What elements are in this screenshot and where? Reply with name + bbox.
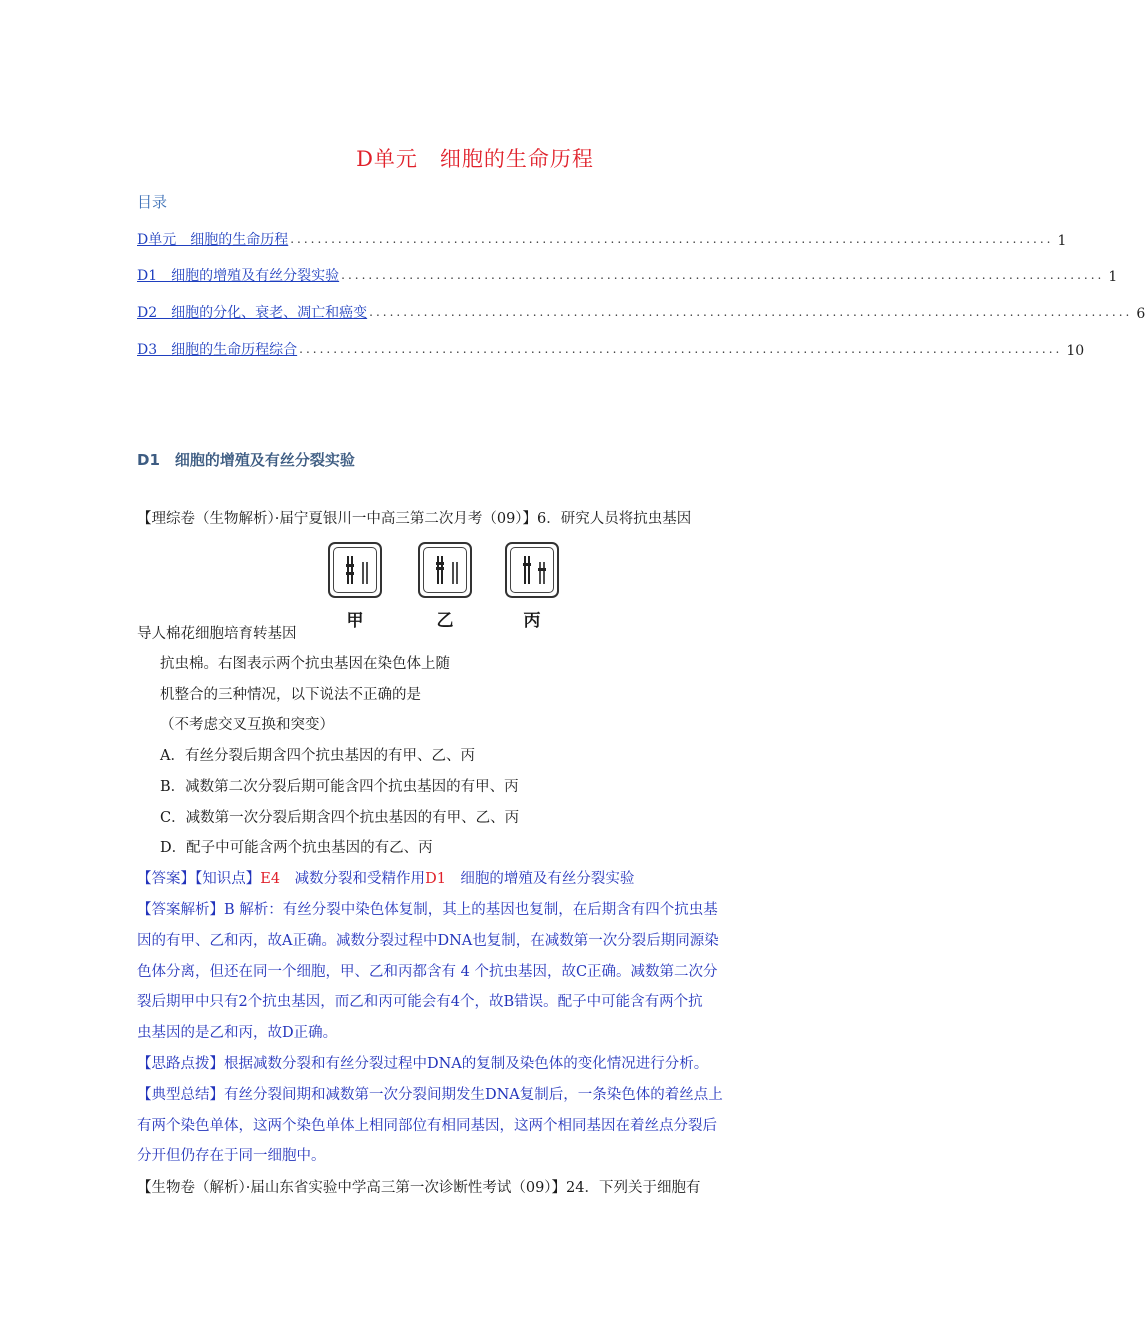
option-d: D．配子中可能含两个抗虫基因的有乙、丙 bbox=[160, 840, 433, 856]
toc-leader: ................................................................................................................ bbox=[290, 232, 1054, 246]
toc-entry[interactable] bbox=[137, 337, 1085, 359]
toc-page-number: 10 bbox=[1066, 343, 1085, 359]
answer-line bbox=[137, 867, 817, 888]
page-title: D单元 细胞的生命历程 bbox=[356, 147, 594, 171]
section-heading: D1 细胞的增殖及有丝分裂实验 bbox=[137, 451, 355, 469]
cell-jia bbox=[328, 542, 382, 598]
toc-link[interactable]: D3 细胞的生命历程综合 bbox=[137, 342, 298, 358]
toc-link[interactable]: D单元 细胞的生命历程 bbox=[137, 232, 289, 248]
analysis-text: 因的有甲、乙和丙，故A正确。减数分裂过程中DNA也复制，在减数第一次分裂后期同源染 bbox=[137, 933, 719, 949]
figure-label: 甲 bbox=[346, 611, 364, 631]
toc-entry[interactable] bbox=[137, 263, 1118, 285]
hint-line bbox=[137, 1052, 817, 1073]
analysis-text: 裂后期甲中只有2个抗虫基因，而乙和丙可能会有4个，故B错误。配子中可能含有两个抗 bbox=[137, 994, 703, 1010]
knowledge-code: D1 bbox=[425, 871, 461, 887]
analysis-tag: 【答案解析】 bbox=[137, 902, 224, 918]
option-a: A．有丝分裂后期含四个抗虫基因的有甲、乙、丙 bbox=[160, 748, 475, 764]
toc-leader: ................................................................................................................ bbox=[369, 305, 1133, 319]
toc-leader: ................................................................................................................ bbox=[299, 342, 1063, 356]
knowledge-text: 细胞的增殖及有丝分裂实验 bbox=[460, 871, 635, 887]
summary-text: 有两个染色单体，这两个染色单体上相同部位有相同基因，这两个相同基因在着丝点分裂后 bbox=[137, 1118, 717, 1134]
question-source: 【理综卷（生物解析）·届宁夏银川一中高三第二次月考（09）】6．研究人员将抗虫基因 bbox=[137, 511, 692, 527]
summary-text: 分开但仍存在于同一细胞中。 bbox=[137, 1148, 326, 1164]
toc-heading: 目录 bbox=[137, 193, 168, 211]
figure-label: 丙 bbox=[523, 611, 541, 631]
question-stem: 机整合的三种情况，以下说法不正确的是 bbox=[160, 687, 421, 703]
analysis-text: B 解析：有丝分裂中染色体复制，其上的基因也复制，在后期含有四个抗虫基 bbox=[224, 902, 718, 918]
knowledge-code: E4 bbox=[260, 871, 295, 887]
question-stem: 抗虫棉。右图表示两个抗虫基因在染色体上随 bbox=[160, 656, 450, 672]
chromosome-figure bbox=[328, 542, 568, 634]
summary-line bbox=[137, 1083, 817, 1104]
analysis-text: 虫基因的是乙和丙，故D正确。 bbox=[137, 1025, 338, 1041]
summary-tag: 【典型总结】 bbox=[137, 1087, 224, 1103]
hint-tag: 【思路点拨】 bbox=[137, 1056, 224, 1072]
summary-text: 有丝分裂间期和减数第一次分裂间期发生DNA复制后，一条染色体的着丝点上 bbox=[224, 1087, 723, 1103]
question-stem: 导人棉花细胞培育转基因 bbox=[137, 626, 297, 642]
hint-text: 根据减数分裂和有丝分裂过程中DNA的复制及染色体的变化情况进行分析。 bbox=[224, 1056, 709, 1072]
question-source: 【生物卷（解析）·届山东省实验中学高三第一次诊断性考试（09）】24．下列关于细胞有 bbox=[137, 1180, 701, 1196]
cell-bing bbox=[505, 542, 559, 598]
question-stem: （不考虑交叉互换和突变） bbox=[160, 717, 334, 733]
option-b: B．减数第二次分裂后期可能含四个抗虫基因的有甲、丙 bbox=[160, 779, 519, 795]
toc-leader: ................................................................................................................ bbox=[341, 268, 1105, 282]
answer-tag: 【答案】 bbox=[137, 871, 195, 887]
figure-label: 乙 bbox=[436, 611, 454, 631]
toc-link[interactable]: D1 细胞的增殖及有丝分裂实验 bbox=[137, 268, 340, 284]
toc-page-number: 1 bbox=[1108, 269, 1118, 285]
toc-entry[interactable] bbox=[137, 227, 1067, 249]
cell-yi bbox=[418, 542, 472, 598]
knowledge-tag: 【知识点】 bbox=[195, 871, 261, 887]
toc-page-number: 6 bbox=[1136, 306, 1145, 322]
option-c: C．减数第一次分裂后期含四个抗虫基因的有甲、乙、丙 bbox=[160, 810, 520, 826]
analysis-text: 色体分离，但还在同一个细胞，甲、乙和丙都含有 4 个抗虫基因，故C正确。减数第二次分 bbox=[137, 964, 718, 980]
toc-link[interactable]: D2 细胞的分化、衰老、凋亡和癌变 bbox=[137, 305, 368, 321]
toc-entry[interactable] bbox=[137, 300, 1145, 322]
analysis-line bbox=[137, 898, 817, 919]
knowledge-text: 减数分裂和受精作用 bbox=[294, 871, 426, 887]
toc-page-number: 1 bbox=[1057, 233, 1067, 249]
